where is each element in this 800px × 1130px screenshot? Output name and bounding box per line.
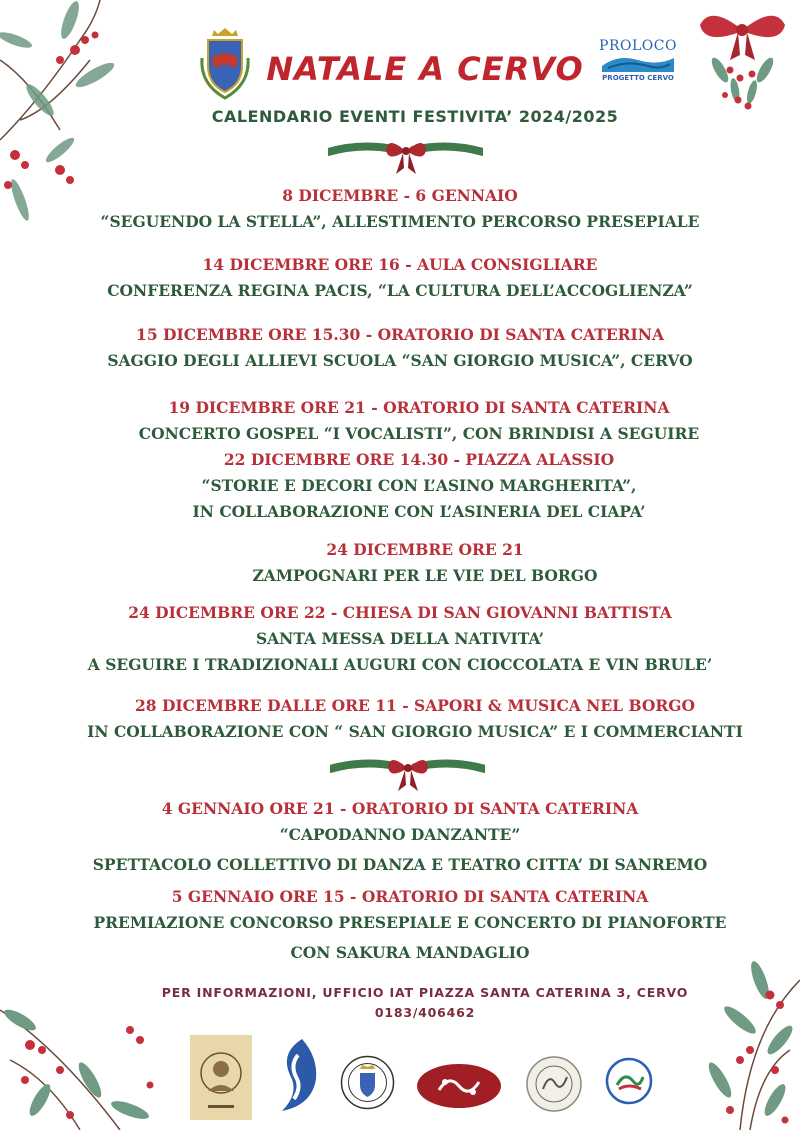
event-7-heading (0, 600, 800, 626)
blue-wave-sponsor-logo (272, 1035, 322, 1115)
info-block (0, 983, 800, 1023)
event-4 (0, 395, 800, 447)
event-date: 14 DICEMBRE ORE 16 (202, 255, 400, 274)
event-separator: - (325, 603, 343, 622)
proloco-waves-icon (598, 54, 678, 74)
event-date: 4 GENNAIO ORE 21 (161, 799, 335, 818)
event-place: ORATORIO DI SANTA CATERINA (351, 799, 639, 818)
event-place: PIAZZA ALASSIO (465, 450, 615, 469)
event-9 (0, 796, 800, 878)
red-oval-sponsor-logo (415, 1062, 503, 1110)
event-place: ORATORIO DI SANTA CATERINA (383, 398, 670, 417)
info-phone: 0183/406462 (374, 1005, 476, 1020)
event-date: 24 DICEMBRE ORE 21 (326, 540, 524, 559)
event-7 (0, 600, 800, 678)
event-place: ORATORIO DI SANTA CATERINA (377, 325, 664, 344)
event-3 (0, 322, 800, 374)
event-4-heading (38, 395, 800, 421)
info-address: PER INFORMAZIONI, UFFICIO IAT PIAZZA SANTA CATERINA 3, CERVO (161, 985, 689, 1000)
event-description: CON SAKURA MANDAGLIO (290, 943, 530, 962)
event-place: ORATORIO DI SANTA CATERINA (361, 887, 649, 906)
event-9-heading (0, 796, 800, 822)
event-2-heading (0, 252, 800, 278)
event-date: 19 DICEMBRE ORE 21 (168, 398, 366, 417)
round-blue-sponsor-logo (605, 1057, 653, 1105)
event-10 (0, 884, 800, 966)
event-description: IN COLLABORAZIONE CON “ SAN GIORGIO MUSICA” E I COMMERCIANTI (87, 722, 743, 741)
event-date: 28 DICEMBRE DALLE ORE 11 (134, 696, 397, 715)
event-description: “SEGUENDO LA STELLA”, ALLESTIMENTO PERCORSO PRESEPIALE (100, 212, 700, 231)
event-3-heading (0, 322, 800, 348)
event-description: SPETTACOLO COLLETTIVO DI DANZA E TEATRO CITTA’ DI SANREMO (92, 855, 708, 874)
event-5 (0, 447, 800, 525)
event-separator: - (360, 325, 378, 344)
event-separator: - (448, 450, 466, 469)
event-5-heading (38, 447, 800, 473)
event-description: “CAPODANNO DANZANTE” (279, 825, 521, 844)
proloco-logo-subtext: PROGETTO CERVO (602, 74, 674, 82)
event-8 (0, 693, 800, 745)
event-description: CONCERTO GOSPEL “I VOCALISTI”, CON BRINDISI A SEGUIRE (138, 424, 700, 443)
event-description: PREMIAZIONE CONCORSO PRESEPIALE E CONCERTO DI PIANOFORTE (93, 913, 727, 932)
event-date: 5 GENNAIO ORE 15 (171, 887, 345, 906)
garland-bow-divider (328, 136, 483, 176)
page-title: NATALE A CERVO (266, 50, 584, 88)
municipality-seal-logo (340, 1055, 395, 1110)
event-1 (0, 183, 800, 235)
event-description: ZAMPOGNARI PER LE VIE DEL BORGO (252, 566, 598, 585)
event-separator: - (396, 696, 415, 715)
event-description: SANTA MESSA DELLA NATIVITA’ (255, 629, 545, 648)
event-6 (0, 537, 800, 589)
event-2 (0, 252, 800, 304)
event-description: “STORIE E DECORI CON L’ASINO MARGHERITA”, (201, 476, 637, 495)
proloco-logo-text: PROLOCO (599, 38, 677, 54)
event-place: SAPORI & MUSICA NEL BORGO (414, 696, 695, 715)
event-date: 8 DICEMBRE (282, 186, 399, 205)
event-6-heading (50, 537, 800, 563)
event-separator: - (365, 398, 384, 417)
event-separator: - (334, 799, 352, 818)
event-place: CHIESA DI SAN GIOVANNI BATTISTA (342, 603, 672, 622)
proloco-logo (598, 38, 678, 88)
event-date: 22 DICEMBRE ORE 14.30 (223, 450, 449, 469)
event-description: CONFERENZA REGINA PACIS, “LA CULTURA DELL’ACCOGLIENZA” (107, 281, 693, 300)
event-description: SAGGIO DEGLI ALLIEVI SCUOLA “SAN GIORGIO MUSICA”, CERVO (107, 351, 693, 370)
circular-emblem-sponsor-logo (525, 1055, 583, 1113)
event-separator: - (344, 887, 362, 906)
page-subtitle: CALENDARIO EVENTI FESTIVITA’ 2024/2025 (211, 107, 619, 126)
event-separator: - (398, 186, 416, 205)
event-date: 24 DICEMBRE ORE 22 (128, 603, 326, 622)
event-8-heading (30, 693, 800, 719)
portrait-sponsor-logo (190, 1035, 252, 1120)
event-place: 6 GENNAIO (415, 186, 518, 205)
event-1-heading (0, 183, 800, 209)
event-description: A SEGUIRE I TRADIZIONALI AUGURI CON CIOCCOLATA E VIN BRULE’ (87, 655, 713, 674)
garland-bow-divider (330, 753, 485, 793)
event-date: 15 DICEMBRE ORE 15.30 (136, 325, 361, 344)
event-separator: - (399, 255, 418, 274)
event-10-heading (20, 884, 800, 910)
event-place: AULA CONSIGLIARE (417, 255, 598, 274)
event-description: IN COLLABORAZIONE CON L’ASINERIA DEL CIAPA’ (192, 502, 646, 521)
